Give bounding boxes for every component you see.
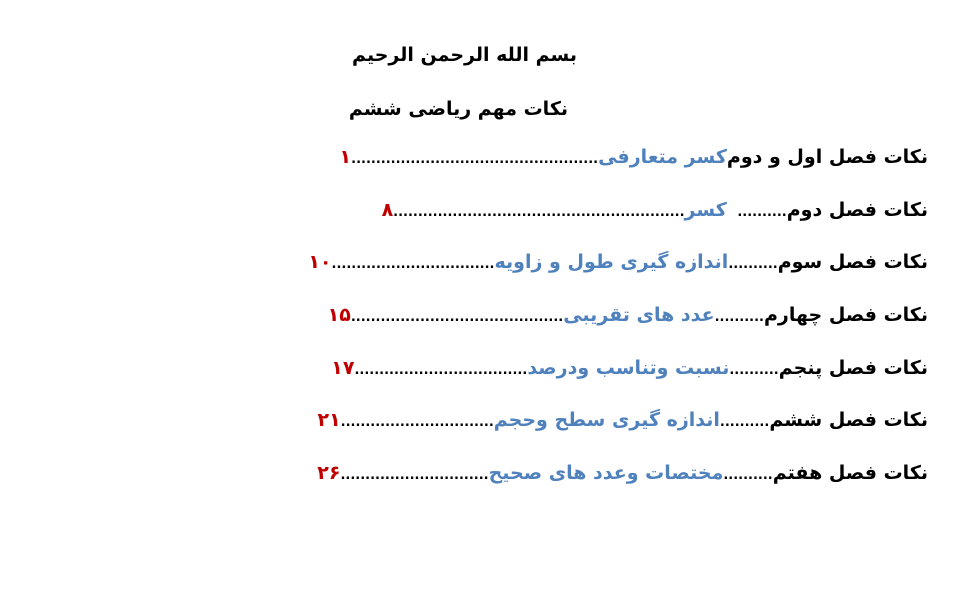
toc-row [348, 199, 928, 252]
toc-leader-dots: .......... [719, 415, 770, 431]
toc-topic: عدد های تقریبی [563, 304, 715, 327]
toc-page-number: ۸ [381, 198, 394, 221]
toc-leader-dots: .......... [728, 257, 778, 273]
toc-leader-dots: ........................................... [350, 310, 564, 326]
toc-topic: مختصات وعدد های صحیح [488, 462, 724, 485]
toc-row [308, 251, 928, 304]
toc-page-number: ۱۰ [308, 251, 332, 274]
toc-leader-dots: ........................................................... [393, 204, 685, 220]
toc-leader-dots: .................................................. [351, 152, 599, 167]
toc-chapter-label: نکات فصل چهارم [764, 304, 928, 327]
toc-topic: اندازه گیری سطح وحجم [493, 409, 720, 432]
toc-leader-dots: .......... [737, 204, 787, 220]
toc-chapter-label: نکات فصل ششم [769, 409, 928, 432]
toc-chapter-label: نکات فصل دوم [786, 198, 928, 221]
toc-leader-dots: .......... [729, 362, 779, 378]
toc-page-number: ۲۶ [317, 462, 341, 485]
toc-topic: اندازه گیری طول و زاویه [494, 251, 729, 274]
toc-leader-dots: .............................. [340, 468, 489, 484]
toc-page-number: ۱۵ [327, 304, 351, 327]
toc-leader-dots: ............................... [340, 415, 494, 431]
toc-topic: نسبت وتناسب ودرصد [527, 356, 730, 379]
toc-row [317, 409, 928, 462]
table-of-contents [308, 146, 928, 515]
toc-chapter-label: نکات فصل اول و دوم [726, 146, 928, 168]
toc-leader-dots: ................................. [331, 257, 495, 273]
toc-chapter-label: نکات فصل پنجم [778, 356, 928, 379]
toc-row [339, 146, 928, 199]
bismillah-heading: بسم الله الرحمن الرحیم [352, 44, 577, 66]
toc-page-number: ۲۱ [317, 409, 341, 432]
toc-leader-dots: .......... [714, 310, 764, 326]
toc-topic: کسر متعارفی [598, 146, 727, 168]
toc-leader-dots: .......... [723, 468, 773, 484]
document-title: نکات مهم ریاضی ششم [348, 98, 568, 120]
toc-row [327, 304, 928, 357]
toc-leader-dots: ................................... [354, 362, 528, 378]
toc-row [331, 356, 928, 410]
toc-page-number: ۱۷ [331, 356, 355, 379]
toc-chapter-label: نکات فصل سوم [777, 251, 928, 274]
toc-topic: کسر [684, 198, 727, 221]
toc-chapter-label: نکات فصل هفتم [772, 462, 928, 485]
toc-page-number: ۱ [339, 146, 352, 168]
toc-row [317, 462, 928, 515]
